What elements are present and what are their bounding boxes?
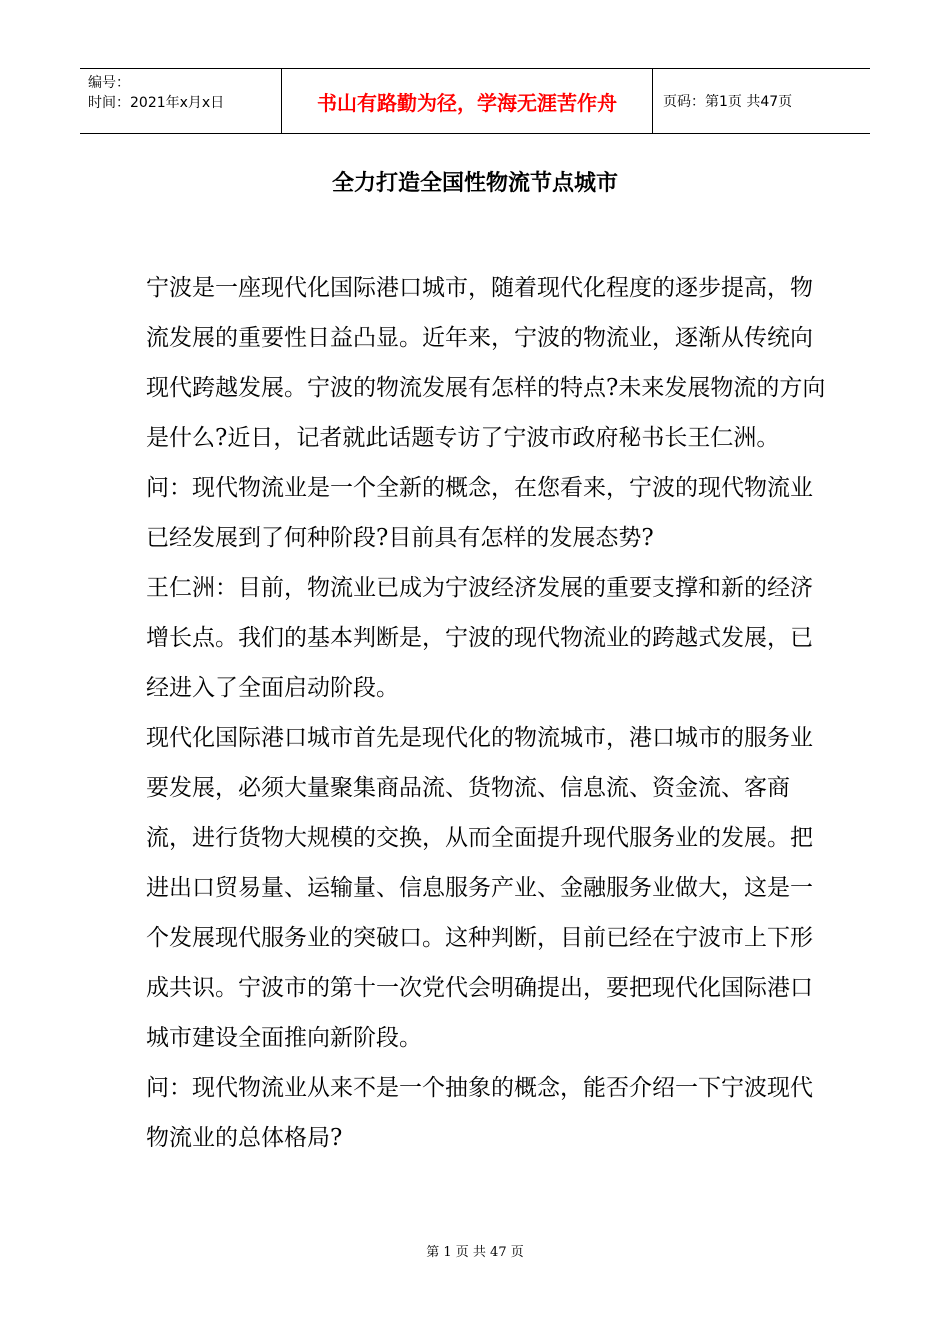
document-header [80, 68, 870, 134]
paragraph: 宁波是一座现代化国际港口城市，随着现代化程度的逐步提高，物流发展的重要性日益凸显。近年来，宁波的物流业，逐渐从传统向现代跨越发展。宁波的物流发展有怎样的特点?未来发展物流的方向是什么?近日，记者就此话题专访了宁波市政府秘书长王仁洲。 [146, 275, 826, 451]
paragraph: 王仁洲：目前，物流业已成为宁波经济发展的重要支撑和新的经济增长点。我们的基本判断是，宁波的现代物流业的跨越式发展，已经进入了全面启动阶段。 [146, 575, 813, 701]
document-body [146, 263, 826, 1163]
page-footer: 第 1 页 共 47 页 [426, 1245, 524, 1260]
paragraph: 问：现代物流业是一个全新的概念，在您看来，宁波的现代物流业已经发展到了何种阶段?目前具有怎样的发展态势? [146, 475, 813, 551]
document-title: 全力打造全国性物流节点城市 [331, 171, 618, 196]
document-number-label: 编号： [88, 75, 130, 91]
header-page-info: 页码：第1页 共47页 [663, 94, 793, 110]
paragraph: 问：现代物流业从来不是一个抽象的概念，能否介绍一下宁波现代物流业的总体格局? [146, 1075, 813, 1151]
header-motto: 书山有路勤为径，学海无涯苦作舟 [281, 69, 653, 133]
document-date: 时间：2021年x月x日 [88, 95, 225, 111]
header-meta [80, 69, 281, 133]
paragraph: 现代化国际港口城市首先是现代化的物流城市，港口城市的服务业要发展，必须大量聚集商品流、货物流、信息流、资金流、客商流，进行货物大规模的交换，从而全面提升现代服务业的发展。把进出口贸易量、运输量、信息服务产业、金融服务业做大，这是一个发展现代服务业的突破口。这种判断，目前已经在宁波市上下形成共识。宁波市的第十一次党代会明确提出，要把现代化国际港口城市建设全面推向新阶段。 [146, 725, 813, 1051]
